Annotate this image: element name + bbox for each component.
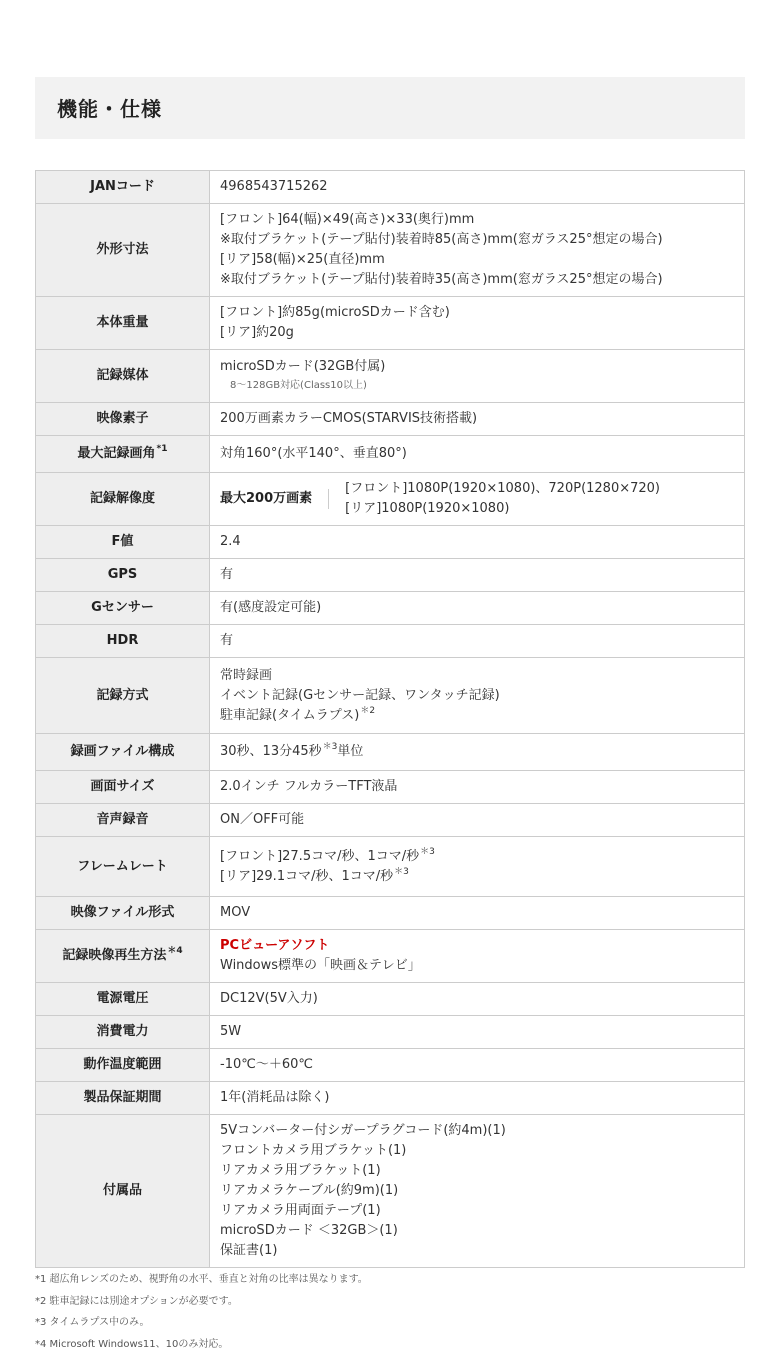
value-note: 8～128GB対応(Class10以上) bbox=[220, 377, 734, 395]
footnote-mark: *1 bbox=[157, 444, 168, 454]
row-label: 映像ファイル形式 bbox=[36, 897, 210, 930]
footnotes bbox=[35, 1269, 745, 1355]
section-title-bar bbox=[35, 77, 745, 139]
table-row bbox=[36, 592, 745, 625]
label-text: 最大記録画角 bbox=[78, 446, 156, 461]
footnote-mark: ＊3 bbox=[420, 847, 435, 857]
row-value bbox=[210, 658, 745, 734]
resolution-block bbox=[220, 479, 734, 519]
row-value bbox=[210, 837, 745, 897]
row-value: -10℃～＋60℃ bbox=[210, 1049, 745, 1082]
row-label: 記録方式 bbox=[36, 658, 210, 734]
spec-table bbox=[35, 170, 745, 1268]
value-line: ※取付ブラケット(テープ貼付)装着時35(高さ)mm(窓ガラス25°想定の場合) bbox=[220, 270, 734, 290]
label-text: 記録映像再生方法 bbox=[62, 948, 166, 963]
row-value bbox=[210, 204, 745, 297]
value-line: [フロント]64(幅)×49(高さ)×33(奥行)mm bbox=[220, 210, 734, 230]
row-value: 2.0インチ フルカラーTFT液晶 bbox=[210, 771, 745, 804]
row-value: MOV bbox=[210, 897, 745, 930]
row-label: 消費電力 bbox=[36, 1016, 210, 1049]
table-row bbox=[36, 897, 745, 930]
value-line: イベント記録(Gセンサー記録、ワンタッチ記録) bbox=[220, 686, 734, 706]
value-line: ※取付ブラケット(テープ貼付)装着時85(高さ)mm(窓ガラス25°想定の場合) bbox=[220, 230, 734, 250]
table-row bbox=[36, 1049, 745, 1082]
table-row bbox=[36, 734, 745, 771]
row-value: 有(感度設定可能) bbox=[210, 592, 745, 625]
row-label: 外形寸法 bbox=[36, 204, 210, 297]
row-value bbox=[210, 930, 745, 983]
value-line: microSDカード ＜32GB＞(1) bbox=[220, 1221, 734, 1241]
row-value: ON／OFF可能 bbox=[210, 804, 745, 837]
table-row bbox=[36, 403, 745, 436]
row-label: 記録媒体 bbox=[36, 350, 210, 403]
table-row bbox=[36, 771, 745, 804]
table-row bbox=[36, 658, 745, 734]
footnote: *1 超広角レンズのため、視野角の水平、垂直と対角の比率は異なります。 bbox=[35, 1269, 745, 1291]
footnote: *2 駐車記録には別途オプションが必要です。 bbox=[35, 1291, 745, 1313]
footnote-mark: ＊3 bbox=[394, 867, 409, 877]
footnote: *3 タイムラプス中のみ。 bbox=[35, 1312, 745, 1334]
row-label: 記録解像度 bbox=[36, 473, 210, 526]
pc-viewer-link[interactable]: PCビューアソフト bbox=[220, 936, 734, 956]
value-line: リアカメラ用両面テープ(1) bbox=[220, 1201, 734, 1221]
value-line: [フロント]約85g(microSDカード含む) bbox=[220, 303, 734, 323]
value-line: [リア]58(幅)×25(直径)mm bbox=[220, 250, 734, 270]
value-line: 保証書(1) bbox=[220, 1241, 734, 1261]
row-label: Gセンサー bbox=[36, 592, 210, 625]
value-line: リアカメラケーブル(約9m)(1) bbox=[220, 1181, 734, 1201]
value-line bbox=[220, 706, 734, 726]
resolution-heading: 最大200万画素 bbox=[220, 489, 329, 509]
table-row bbox=[36, 1082, 745, 1115]
row-label: 音声録音 bbox=[36, 804, 210, 837]
table-row bbox=[36, 436, 745, 473]
value-line bbox=[220, 847, 734, 867]
table-row bbox=[36, 837, 745, 897]
value-line: microSDカード(32GB付属) bbox=[220, 357, 734, 377]
row-value bbox=[210, 1115, 745, 1268]
row-label: 動作温度範囲 bbox=[36, 1049, 210, 1082]
table-row bbox=[36, 930, 745, 983]
table-row bbox=[36, 297, 745, 350]
value-text: 単位 bbox=[337, 744, 363, 759]
page-title: 機能・仕様 bbox=[57, 93, 162, 122]
row-label: 録画ファイル構成 bbox=[36, 734, 210, 771]
value-line: 常時録画 bbox=[220, 666, 734, 686]
table-row bbox=[36, 171, 745, 204]
row-value: 対角160°(水平140°、垂直80°) bbox=[210, 436, 745, 473]
table-row bbox=[36, 526, 745, 559]
row-value: 有 bbox=[210, 559, 745, 592]
value-line: フロントカメラ用ブラケット(1) bbox=[220, 1141, 734, 1161]
row-label: 電源電圧 bbox=[36, 983, 210, 1016]
row-value: 2.4 bbox=[210, 526, 745, 559]
table-row bbox=[36, 350, 745, 403]
row-label: F値 bbox=[36, 526, 210, 559]
value-text: [リア]29.1コマ/秒、1コマ/秒 bbox=[220, 869, 393, 884]
table-row bbox=[36, 1016, 745, 1049]
row-label: 付属品 bbox=[36, 1115, 210, 1268]
row-value: 200万画素カラーCMOS(STARVIS技術搭載) bbox=[210, 403, 745, 436]
table-row bbox=[36, 204, 745, 297]
value-text: 駐車記録(タイムラプス) bbox=[220, 708, 359, 723]
row-label bbox=[36, 436, 210, 473]
row-value: 有 bbox=[210, 625, 745, 658]
footnote-mark: ＊4 bbox=[167, 946, 182, 956]
table-row bbox=[36, 804, 745, 837]
value-line: [リア]1080P(1920×1080) bbox=[345, 499, 660, 519]
footnote-mark: ＊2 bbox=[360, 706, 375, 716]
value-line: [リア]約20g bbox=[220, 323, 734, 343]
row-value bbox=[210, 350, 745, 403]
value-line: 5Vコンバーター付シガープラグコード(約4m)(1) bbox=[220, 1121, 734, 1141]
row-label: 本体重量 bbox=[36, 297, 210, 350]
row-value bbox=[210, 473, 745, 526]
value-line bbox=[220, 867, 734, 887]
table-row bbox=[36, 473, 745, 526]
value-line: リアカメラ用ブラケット(1) bbox=[220, 1161, 734, 1181]
row-value: 5W bbox=[210, 1016, 745, 1049]
table-row bbox=[36, 559, 745, 592]
value-line: Windows標準の「映画＆テレビ」 bbox=[220, 956, 734, 976]
row-label: 映像素子 bbox=[36, 403, 210, 436]
row-label: 画面サイズ bbox=[36, 771, 210, 804]
footnote: *4 Microsoft Windows11、10のみ対応。 bbox=[35, 1334, 745, 1355]
row-label: HDR bbox=[36, 625, 210, 658]
row-value bbox=[210, 297, 745, 350]
resolution-list bbox=[345, 479, 660, 519]
row-label: フレームレート bbox=[36, 837, 210, 897]
row-label bbox=[36, 930, 210, 983]
value-line: [フロント]1080P(1920×1080)、720P(1280×720) bbox=[345, 479, 660, 499]
footnote-mark: ＊3 bbox=[323, 742, 338, 752]
table-row bbox=[36, 1115, 745, 1268]
row-value: 4968543715262 bbox=[210, 171, 745, 204]
row-label: 製品保証期間 bbox=[36, 1082, 210, 1115]
table-row bbox=[36, 625, 745, 658]
row-value bbox=[210, 734, 745, 771]
row-label: JANコード bbox=[36, 171, 210, 204]
row-value: DC12V(5V入力) bbox=[210, 983, 745, 1016]
row-label: GPS bbox=[36, 559, 210, 592]
value-text: [フロント]27.5コマ/秒、1コマ/秒 bbox=[220, 849, 419, 864]
value-text: 30秒、13分45秒 bbox=[220, 744, 322, 759]
row-value: 1年(消耗品は除く) bbox=[210, 1082, 745, 1115]
table-row bbox=[36, 983, 745, 1016]
